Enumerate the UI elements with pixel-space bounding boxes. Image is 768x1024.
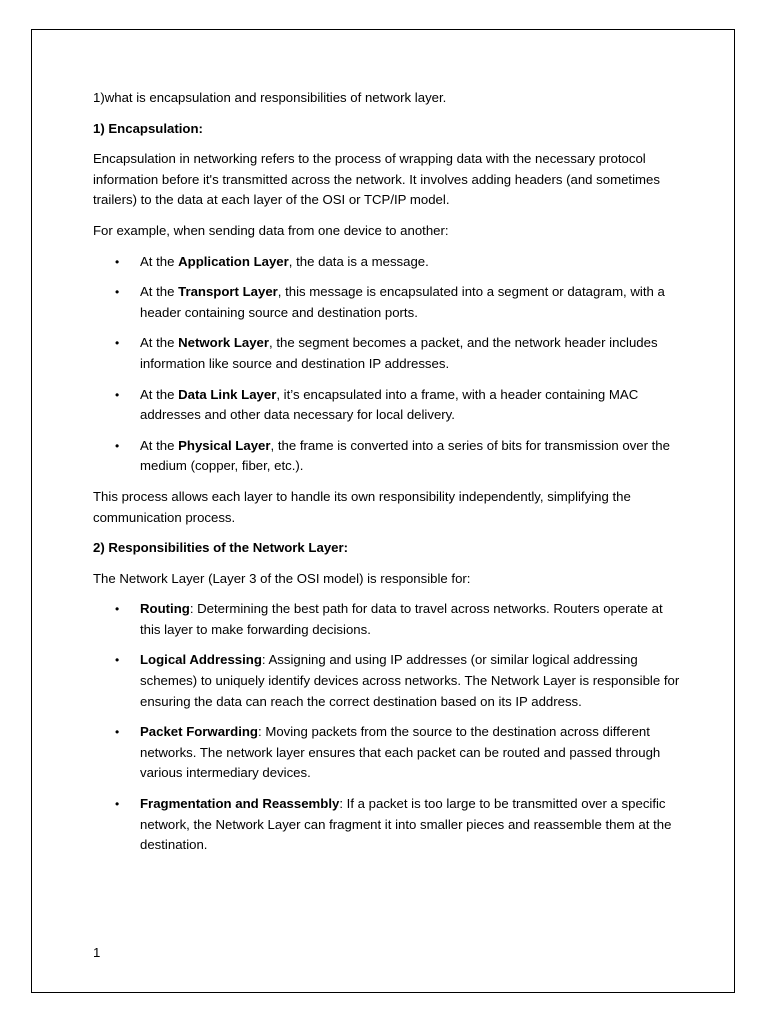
list-item-term: Data Link Layer (178, 386, 277, 402)
list-item-term: Application Layer (178, 253, 289, 269)
list-item-description: , the frame is converted into a series of bits for transmission over the medium (copper, fiber, etc.). (140, 437, 670, 474)
list-item-text: At the (140, 386, 179, 402)
list-item-description: , this message is encapsulated into a segment or datagram, with a header containing source and destination ports. (140, 284, 665, 320)
section1-intro: Encapsulation in networking refers to the process of wrapping data with the necessary protocol information before it's transmitted across the network. It involves adding headers (and sometimes trailers) to the data at each layer of the OSI or TCP/IP model. (93, 151, 660, 208)
list-item-description: , the data is a message. (288, 253, 429, 269)
list-item (93, 252, 683, 273)
list-item-description: : If a packet is too large to be transmitted over a specific network, the Network Layer can fragment it into smaller pieces and reassemble them at the destination. (140, 796, 672, 853)
list-item-term: Fragmentation and Reassembly (140, 796, 340, 812)
section2-heading: 2) Responsibilities of the Network Layer: (93, 540, 349, 556)
bullet-icon: • (115, 602, 120, 617)
page-content (93, 88, 683, 866)
bullet-icon: • (115, 653, 120, 668)
list-item (93, 722, 683, 784)
list-item-text: At the (140, 284, 179, 300)
list-item (93, 650, 683, 712)
document-page (31, 29, 735, 993)
list-item-term: Logical Addressing (140, 652, 262, 668)
bullet-icon: • (115, 438, 120, 453)
list-item-description: , the segment becomes a packet, and the network header includes information like source and destination IP addresses. (140, 335, 658, 371)
list-item-text: At the (140, 437, 179, 453)
list-item-term: Transport Layer (178, 284, 278, 300)
section1-conclusion: This process allows each layer to handle its own responsibility independently, simplifying the communication process. (93, 488, 631, 525)
bullet-icon: • (115, 797, 120, 812)
list-item-description: : Moving packets from the source to the destination across different networks. The network layer ensures that each packet can be routed and passed through various intermediary devices. (140, 724, 661, 781)
list-item-term: Physical Layer (178, 437, 271, 453)
list-item (93, 794, 683, 856)
section1-example-lead: For example, when sending data from one device to another: (93, 222, 449, 238)
bullet-icon: • (115, 725, 120, 740)
list-item (93, 599, 683, 640)
section2-intro: The Network Layer (Layer 3 of the OSI model) is responsible for: (93, 570, 471, 586)
list-item-description: , it’s encapsulated into a frame, with a header containing MAC addresses and other data necessary for local delivery. (140, 386, 639, 423)
list-item (93, 333, 683, 374)
list-item (93, 385, 683, 426)
list-item-text: At the (140, 253, 179, 269)
bullet-icon: • (115, 285, 120, 300)
list-item-description: : Assigning and using IP addresses (or similar logical addressing schemes) to uniquely identify devices across networks. The Network Layer is responsible for ensuring the data can reach the correct destination based on its IP address. (140, 652, 680, 709)
list-item-text: At the (140, 335, 179, 351)
encapsulation-layer-list (93, 252, 683, 477)
network-layer-responsibilities-list (93, 599, 683, 856)
list-item-description: : Determining the best path for data to travel across networks. Routers operate at this layer to make forwarding decisions. (140, 601, 663, 637)
list-item (93, 282, 683, 323)
list-item-term: Packet Forwarding (140, 724, 258, 740)
bullet-icon: • (115, 336, 120, 351)
list-item-term: Routing (140, 601, 190, 617)
list-item (93, 436, 683, 477)
bullet-icon: • (115, 387, 120, 402)
question-line: 1)what is encapsulation and responsibilities of network layer. (93, 90, 447, 105)
page-number: 1 (93, 945, 101, 960)
list-item-term: Network Layer (178, 335, 270, 351)
bullet-icon: • (115, 254, 120, 269)
section1-heading: 1) Encapsulation: (93, 120, 203, 136)
